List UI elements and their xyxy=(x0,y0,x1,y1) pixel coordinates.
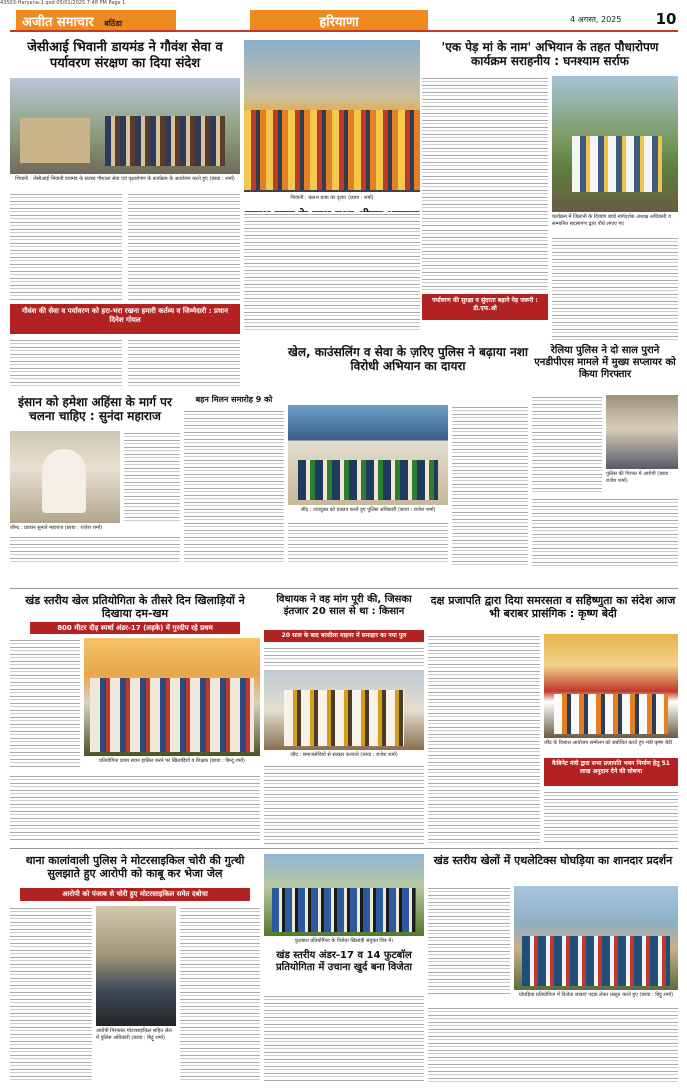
body-chori-1 xyxy=(10,906,92,1082)
body-kalash xyxy=(244,212,420,332)
story-railway xyxy=(532,345,678,575)
story-insaan xyxy=(10,395,180,565)
body-bahan xyxy=(184,409,284,565)
masthead xyxy=(10,8,678,32)
pullquote-tree: पर्यावरण की सुरक्षा व सुंदरता बढ़ाने पेड़ जरूरी : डी.एफ.ओ xyxy=(422,294,548,320)
story-kho xyxy=(10,594,260,844)
body-jci-3 xyxy=(10,338,122,388)
paper-name: अजीत समाचार xyxy=(22,15,94,30)
photo-jci xyxy=(10,78,240,174)
body-railway-1 xyxy=(532,395,602,495)
headline-football: खंड स्तरीय अंडर-17 व 14 फुटबॉल प्रतियोगिता में उचाना खुर्द बना विजेता xyxy=(275,950,413,973)
print-slug: 43503-Haryana-1.qxd 05/01/2025 7:48 PM Page 1 xyxy=(0,0,126,6)
body-vidhayak-1 xyxy=(264,646,424,668)
caption-khel: जींद : उपायुक्त को वास्तव करते हुए पुलिस अधिकारी (छाया : राजेश शर्मा) xyxy=(300,507,436,513)
photo-kalash-wide xyxy=(244,40,420,192)
body-tree-1 xyxy=(422,76,548,226)
body-daksh-1 xyxy=(428,634,540,844)
headline-railway: रेलिया पुलिस ने दो साल पुराने एनडीपीएस मामले में मुख्य सप्लायर को किया गिरफ्तार xyxy=(534,345,676,380)
caption-jci: भिवानी : जेसीआई भिवानी डायमंड के सदस्य गौशाला सेवा एवं वृक्षारोपण के कार्यक्रम के आयोजन करते हुए (छाया : शर्मा) xyxy=(15,176,235,182)
photo-football xyxy=(264,854,424,936)
photo-tree xyxy=(552,76,678,212)
story-jci xyxy=(10,40,240,390)
caption-tree: कार्यक्रम में जिलानी के दिव्यांग बच्चे मार्गदर्शक अध्यक्ष अधिकारी व सम्मानित सदस्यगण द्वारा पौधे लगाए गए xyxy=(552,214,671,227)
paper-name-badge xyxy=(16,10,176,30)
caption-athletics: घोघड़िया प्रतियोगिता में विजेता छात्राएं पदक लेकर प्रस्तुत करते हुए (छाया : बिट्टू शर्मा) xyxy=(518,992,674,998)
body-khel-1 xyxy=(452,405,528,565)
headline-tree: 'एक पेड़ मां के नाम' अभियान के तहत पौधारोपण कार्यक्रम सराहनीय : घनश्याम सर्राफ xyxy=(441,40,659,69)
caption-kalash: भिवानी : कलश यात्रा का दृश्य। (छाया : शर्मा) xyxy=(290,195,374,201)
headline-kho: खंड स्तरीय खेल प्रतियोगिता के तीसरे दिन खिलाड़ियों ने दिखाया दम-खम xyxy=(25,594,245,621)
photo-daksh xyxy=(544,634,678,738)
story-vidhayak xyxy=(264,594,424,844)
body-kho-2 xyxy=(10,774,260,842)
story-athletics xyxy=(428,854,678,1082)
body-kho-1 xyxy=(10,638,80,768)
body-insaan-1 xyxy=(124,431,180,523)
headline-bahan: बहन मिलन समारोह 9 को xyxy=(195,395,273,404)
story-daksh xyxy=(428,594,678,844)
story-bahan xyxy=(184,395,284,565)
body-khel-2 xyxy=(288,521,448,565)
photo-chori xyxy=(96,906,176,1026)
story-football xyxy=(264,854,424,1082)
body-tree-3 xyxy=(552,236,678,340)
body-football xyxy=(264,994,424,1082)
body-vidhayak-2 xyxy=(264,764,424,844)
page-number: 10 xyxy=(655,10,677,28)
photo-railway xyxy=(606,395,678,469)
headline-jci: जेसीआई भिवानी डायमंड ने गौवंश सेवा व पर्यावरण संरक्षण का दिया संदेश xyxy=(27,40,223,71)
subhead-kho: 800 मीटर दौड़ स्पर्धा अंडर-17 (लड़के) में गुरदीप रहे प्रथम xyxy=(30,622,240,634)
body-insaan-2 xyxy=(10,535,180,565)
pullquote-jci: गौवंश की सेवा व पर्यावरण को हरा-भरा रखना हमारी कर्तव्य व जिम्मेदारी : प्रधान दिनेश गोयल xyxy=(10,304,240,334)
photo-athletics xyxy=(514,886,678,990)
subhead-vidhayak: 20 साल के बाद बरसीला माइनर में समाहार का नया पुल xyxy=(264,630,424,642)
divider-1 xyxy=(10,588,678,589)
caption-insaan: जीन्द : प्रवचन सुनाते महाराज (छाया : राजेश शर्मा) xyxy=(10,525,103,531)
body-chori-2 xyxy=(180,906,260,1082)
story-tree xyxy=(422,40,678,340)
caption-chori: आरोपी गिरफ्तार मोटरसाइकिल सहित जेल में पुलिस अधिकारी (छाया : बिट्टू शर्मा) xyxy=(96,1028,172,1041)
subhead-chori: आरोपी को पंजाब से चोरी हुए मोटरसाइकिल समेत दबोचा xyxy=(20,888,250,901)
photo-khel xyxy=(288,405,448,505)
headline-chori: थाना कालांवाली पुलिस ने मोटरसाइकिल चोरी की गुत्थी सुलझाते हुए आरोपी को काबू कर भेजा जेल xyxy=(25,854,245,881)
body-tree-2 xyxy=(422,228,548,292)
divider-2 xyxy=(10,848,678,849)
issue-date: 4 अगस्त, 2025 xyxy=(570,15,622,24)
pullquote-daksh: कैबिनेट मंत्री द्वारा सभा प्रजापति भवन निर्माण हेतु 51 लाख अनुदान देने की घोषणा xyxy=(544,758,678,786)
body-jci-4 xyxy=(128,338,240,388)
caption-vidhayak: जींद : समाजसेवियों से सत्कार करवाते (छाया : राजेश शर्मा) xyxy=(290,752,398,758)
headline-athletics: खंड स्तरीय खेलों में एथलेटिक्स घोघड़िया का शानदार प्रदर्शन xyxy=(433,854,673,867)
caption-football: फुटबाल प्रतियोगिता के विजेता खिलाड़ी संयुक्त चित्र में। xyxy=(294,938,394,944)
caption-kho: प्रतियोगिता प्रथम स्थान हासिल करने पर खिलाड़ियों व शिक्षक (छाया : बिन्दू शर्मा) xyxy=(99,758,245,764)
section-title: हरियाणा xyxy=(250,10,428,30)
body-athletics-1 xyxy=(428,886,510,996)
edition-name: बठिंडा xyxy=(104,19,122,28)
story-khel xyxy=(288,345,528,565)
story-chori xyxy=(10,854,260,1082)
photo-kho xyxy=(84,638,260,756)
caption-railway: पुलिस की गिरफ्त में आरोपी (छाया : राजेश शर्मा) xyxy=(606,471,672,484)
body-athletics-2 xyxy=(428,1006,678,1082)
headline-vidhayak: विधायक ने वह मांग पूरी की, जिसका इंतजार 20 साल से था : किसान xyxy=(276,594,412,617)
body-jci-2 xyxy=(128,192,240,300)
photo-insaan xyxy=(10,431,120,523)
body-jci-1 xyxy=(10,192,122,300)
caption-daksh: जींद के विशाल आयोजन सम्मेलन को संबोधित करते हुए मंत्री कृष्ण बेदी xyxy=(544,740,672,746)
body-daksh-2 xyxy=(544,790,678,844)
photo-vidhayak xyxy=(264,670,424,750)
body-railway-2 xyxy=(532,497,678,567)
headline-khel: खेल, काउंसलिंग व सेवा के ज़रिए पुलिस ने बढ़ाया नशा विरोधी अभियान का दायरा xyxy=(288,345,529,374)
headline-daksh: दक्ष प्रजापति द्वारा दिया समरसता व सहिष्णुता का संदेश आज भी बराबर प्रासंगिक : कृष्ण बेदी xyxy=(430,594,676,621)
headline-insaan: इंसान को हमेशा अहिंसा के मार्ग पर चलना चाहिए : सुनंदा महाराज xyxy=(18,395,172,424)
